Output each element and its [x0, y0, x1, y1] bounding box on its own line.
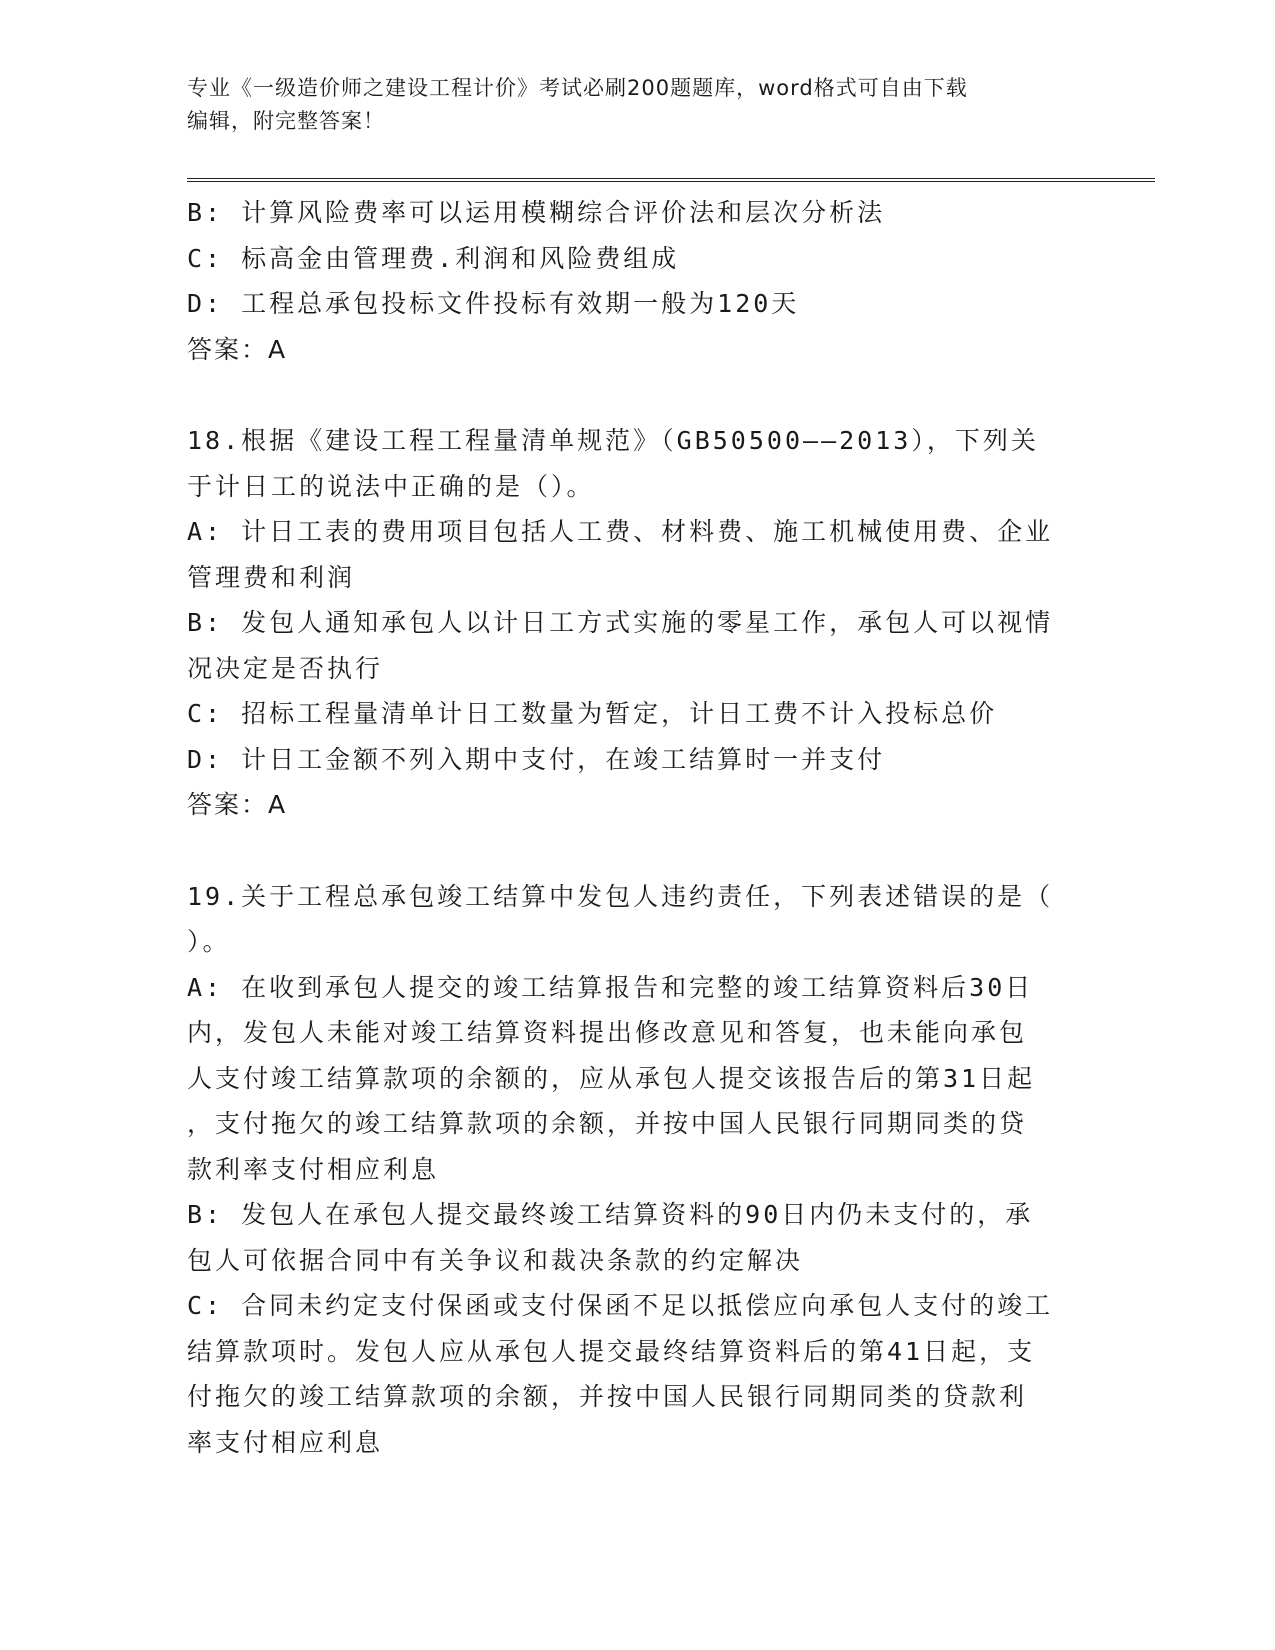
question-stem: 19.关于工程总承包竣工结算中发包人违约责任，下列表述错误的是（: [187, 881, 1054, 911]
option-c: 率支付相应利息: [187, 1427, 384, 1457]
question-stem: 于计日工的说法中正确的是（）。: [187, 471, 595, 501]
question-19: [187, 874, 1087, 1466]
option-d: D: 计日工金额不列入期中支付，在竣工结算时一并支付: [187, 744, 886, 774]
header-title-line1: 专业《一级造价师之建设工程计价》考试必刷200题题库，word格式可自由下载: [187, 76, 968, 100]
answer-label: 答案：A: [187, 790, 288, 819]
option-c: 结算款项时。发包人应从承包人提交最终结算资料后的第41日起，支: [187, 1336, 1036, 1366]
option-a: A: 在收到承包人提交的竣工结算报告和完整的竣工结算资料后30日: [187, 972, 1034, 1002]
question-17-tail: [187, 190, 1087, 372]
option-b: 包人可依据合同中有关争议和裁决条款的约定解决: [187, 1245, 804, 1275]
question-stem: ）。: [187, 927, 231, 956]
option-b: B: 计算风险费率可以运用模糊综合评价法和层次分析法: [187, 198, 886, 227]
answer-label: 答案：A: [187, 334, 288, 364]
option-a: 管理费和利润: [187, 562, 356, 592]
option-a: 人支付竣工结算款项的余额的，应从承包人提交该报告后的第31日起: [187, 1063, 1036, 1093]
header-title-line2: 编辑，附完整答案！: [187, 109, 385, 133]
page-header: [187, 72, 1067, 138]
option-c: C: 招标工程量清单计日工数量为暂定，计日工费不计入投标总价: [187, 699, 998, 728]
option-c: 付拖欠的竣工结算款项的余额，并按中国人民银行同期同类的贷款利: [187, 1382, 1028, 1411]
header-divider: [187, 178, 1155, 182]
question-content: [187, 190, 1087, 1465]
question-18: [187, 418, 1087, 828]
question-stem: 18.根据《建设工程工程量清单规范》（GB50500——2013），下列关: [187, 426, 1039, 455]
option-c: C: 合同未约定支付保函或支付保函不足以抵偿应向承包人支付的竣工: [187, 1291, 1054, 1320]
question-spacer: [187, 372, 1087, 418]
option-a: A: 计日工表的费用项目包括人工费、材料费、施工机械使用费、企业: [187, 517, 1054, 546]
option-b: B: 发包人在承包人提交最终竣工结算资料的90日内仍未支付的，承: [187, 1200, 1034, 1229]
option-a: 款利率支付相应利息: [187, 1154, 440, 1184]
option-c: C: 标高金由管理费.利润和风险费组成: [187, 243, 680, 273]
question-spacer: [187, 828, 1087, 874]
option-a: ，支付拖欠的竣工结算款项的余额，并按中国人民银行同期同类的贷: [187, 1109, 1028, 1138]
option-a: 内，发包人未能对竣工结算资料提出修改意见和答复，也未能向承包: [187, 1018, 1028, 1047]
option-d: D: 工程总承包投标文件投标有效期一般为120天: [187, 289, 800, 318]
option-b: 况决定是否执行: [187, 653, 384, 683]
option-b: B: 发包人通知承包人以计日工方式实施的零星工作，承包人可以视情: [187, 608, 1054, 637]
